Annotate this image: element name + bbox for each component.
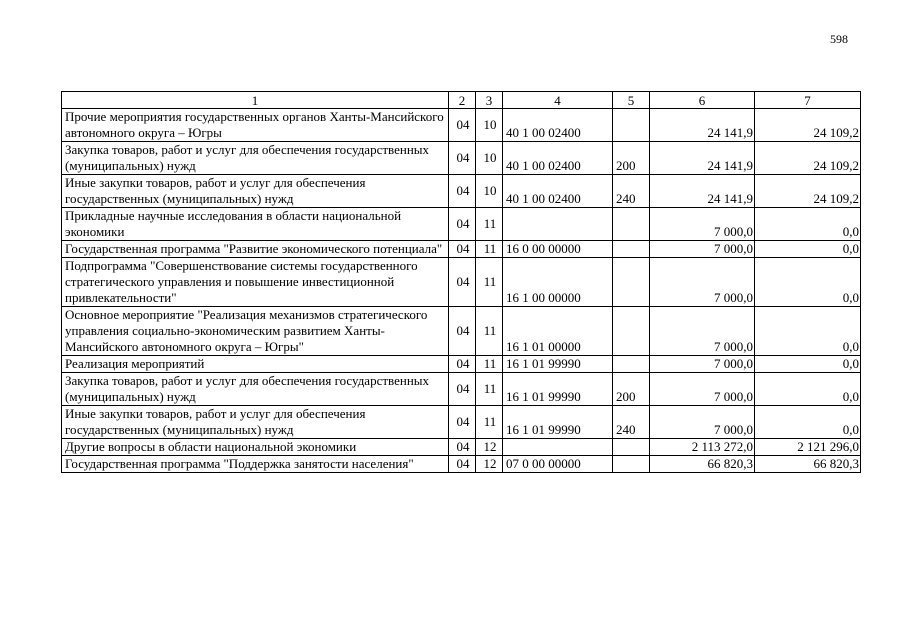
row-name: Прикладные научные исследования в области национальной экономики: [62, 208, 449, 241]
row-sum-col6: 7 000,0: [650, 373, 755, 406]
row-sum-col7: 0,0: [755, 373, 861, 406]
row-name: Реализация мероприятий: [62, 356, 449, 373]
row-sum-col6: 24 141,9: [650, 109, 755, 142]
row-section: 04: [449, 109, 476, 142]
row-subsection: 11: [476, 241, 503, 258]
row-target-code: [503, 439, 613, 456]
row-expense-type: 240: [613, 406, 650, 439]
row-sum-col6: 7 000,0: [650, 356, 755, 373]
row-subsection: 11: [476, 406, 503, 439]
row-sum-col7: 0,0: [755, 356, 861, 373]
table-row: [62, 456, 861, 473]
table-row: [62, 307, 861, 356]
row-sum-col6: 7 000,0: [650, 208, 755, 241]
row-sum-col7: 24 109,2: [755, 175, 861, 208]
row-target-code: 40 1 00 02400: [503, 175, 613, 208]
row-sum-col6: 7 000,0: [650, 307, 755, 356]
row-section: 04: [449, 307, 476, 356]
row-name: Основное мероприятие "Реализация механизмов стратегического управления социально-экономическим развитием Ханты-Мансийского автономного округа – Югры": [62, 307, 449, 356]
row-section: 04: [449, 456, 476, 473]
row-sum-col6: 2 113 272,0: [650, 439, 755, 456]
row-expense-type: [613, 439, 650, 456]
row-name: Иные закупки товаров, работ и услуг для обеспечения государственных (муниципальных) нужд: [62, 175, 449, 208]
row-section: 04: [449, 208, 476, 241]
row-sum-col6: 24 141,9: [650, 142, 755, 175]
row-name: Закупка товаров, работ и услуг для обеспечения государственных (муниципальных) нужд: [62, 142, 449, 175]
row-expense-type: [613, 258, 650, 307]
row-name: Государственная программа "Поддержка занятости населения": [62, 456, 449, 473]
column-header: 4: [503, 92, 613, 109]
row-section: 04: [449, 241, 476, 258]
column-header: 3: [476, 92, 503, 109]
table-row: [62, 208, 861, 241]
row-section: 04: [449, 439, 476, 456]
table-row: [62, 175, 861, 208]
table-row: [62, 406, 861, 439]
table-row: [62, 373, 861, 406]
row-name: Прочие мероприятия государственных органов Ханты-Мансийского автономного округа – Югры: [62, 109, 449, 142]
row-subsection: 11: [476, 307, 503, 356]
row-target-code: [503, 208, 613, 241]
row-name: Другие вопросы в области национальной экономики: [62, 439, 449, 456]
row-sum-col7: 0,0: [755, 258, 861, 307]
table-row: [62, 241, 861, 258]
table-header-row: [62, 92, 861, 109]
row-target-code: 16 1 01 99990: [503, 356, 613, 373]
row-section: 04: [449, 175, 476, 208]
column-header: 7: [755, 92, 861, 109]
row-sum-col7: 0,0: [755, 208, 861, 241]
row-subsection: 11: [476, 356, 503, 373]
row-sum-col6: 7 000,0: [650, 406, 755, 439]
row-name: Иные закупки товаров, работ и услуг для обеспечения государственных (муниципальных) нужд: [62, 406, 449, 439]
row-expense-type: [613, 456, 650, 473]
row-target-code: 16 1 00 00000: [503, 258, 613, 307]
table-row: [62, 258, 861, 307]
row-section: 04: [449, 373, 476, 406]
row-subsection: 10: [476, 175, 503, 208]
row-sum-col6: 24 141,9: [650, 175, 755, 208]
row-sum-col7: 24 109,2: [755, 109, 861, 142]
row-subsection: 11: [476, 208, 503, 241]
table-row: [62, 439, 861, 456]
row-expense-type: 240: [613, 175, 650, 208]
row-expense-type: 200: [613, 142, 650, 175]
column-header: 1: [62, 92, 449, 109]
page-number: 598: [830, 32, 848, 46]
row-section: 04: [449, 356, 476, 373]
row-expense-type: [613, 307, 650, 356]
row-subsection: 11: [476, 373, 503, 406]
column-header: 5: [613, 92, 650, 109]
column-header: 2: [449, 92, 476, 109]
row-sum-col6: 7 000,0: [650, 258, 755, 307]
row-subsection: 10: [476, 109, 503, 142]
row-target-code: 16 0 00 00000: [503, 241, 613, 258]
row-section: 04: [449, 258, 476, 307]
row-name: Подпрограмма "Совершенствование системы государственного стратегического управления и повышение инвестиционной привлекательности": [62, 258, 449, 307]
row-sum-col6: 7 000,0: [650, 241, 755, 258]
row-target-code: 40 1 00 02400: [503, 142, 613, 175]
row-name: Государственная программа "Развитие экономического потенциала": [62, 241, 449, 258]
row-expense-type: [613, 241, 650, 258]
table-row: [62, 356, 861, 373]
row-section: 04: [449, 406, 476, 439]
row-subsection: 12: [476, 456, 503, 473]
row-target-code: 40 1 00 02400: [503, 109, 613, 142]
row-sum-col7: 2 121 296,0: [755, 439, 861, 456]
row-subsection: 11: [476, 258, 503, 307]
row-sum-col6: 66 820,3: [650, 456, 755, 473]
row-sum-col7: 24 109,2: [755, 142, 861, 175]
row-expense-type: 200: [613, 373, 650, 406]
row-sum-col7: 0,0: [755, 241, 861, 258]
row-section: 04: [449, 142, 476, 175]
row-target-code: 16 1 01 99990: [503, 406, 613, 439]
row-subsection: 12: [476, 439, 503, 456]
table-row: [62, 109, 861, 142]
row-target-code: 16 1 01 99990: [503, 373, 613, 406]
row-expense-type: [613, 356, 650, 373]
row-expense-type: [613, 208, 650, 241]
budget-table: [61, 91, 861, 473]
row-sum-col7: 0,0: [755, 307, 861, 356]
table-row: [62, 142, 861, 175]
row-target-code: 07 0 00 00000: [503, 456, 613, 473]
row-subsection: 10: [476, 142, 503, 175]
row-name: Закупка товаров, работ и услуг для обеспечения государственных (муниципальных) нужд: [62, 373, 449, 406]
row-sum-col7: 66 820,3: [755, 456, 861, 473]
row-sum-col7: 0,0: [755, 406, 861, 439]
column-header: 6: [650, 92, 755, 109]
row-expense-type: [613, 109, 650, 142]
row-target-code: 16 1 01 00000: [503, 307, 613, 356]
